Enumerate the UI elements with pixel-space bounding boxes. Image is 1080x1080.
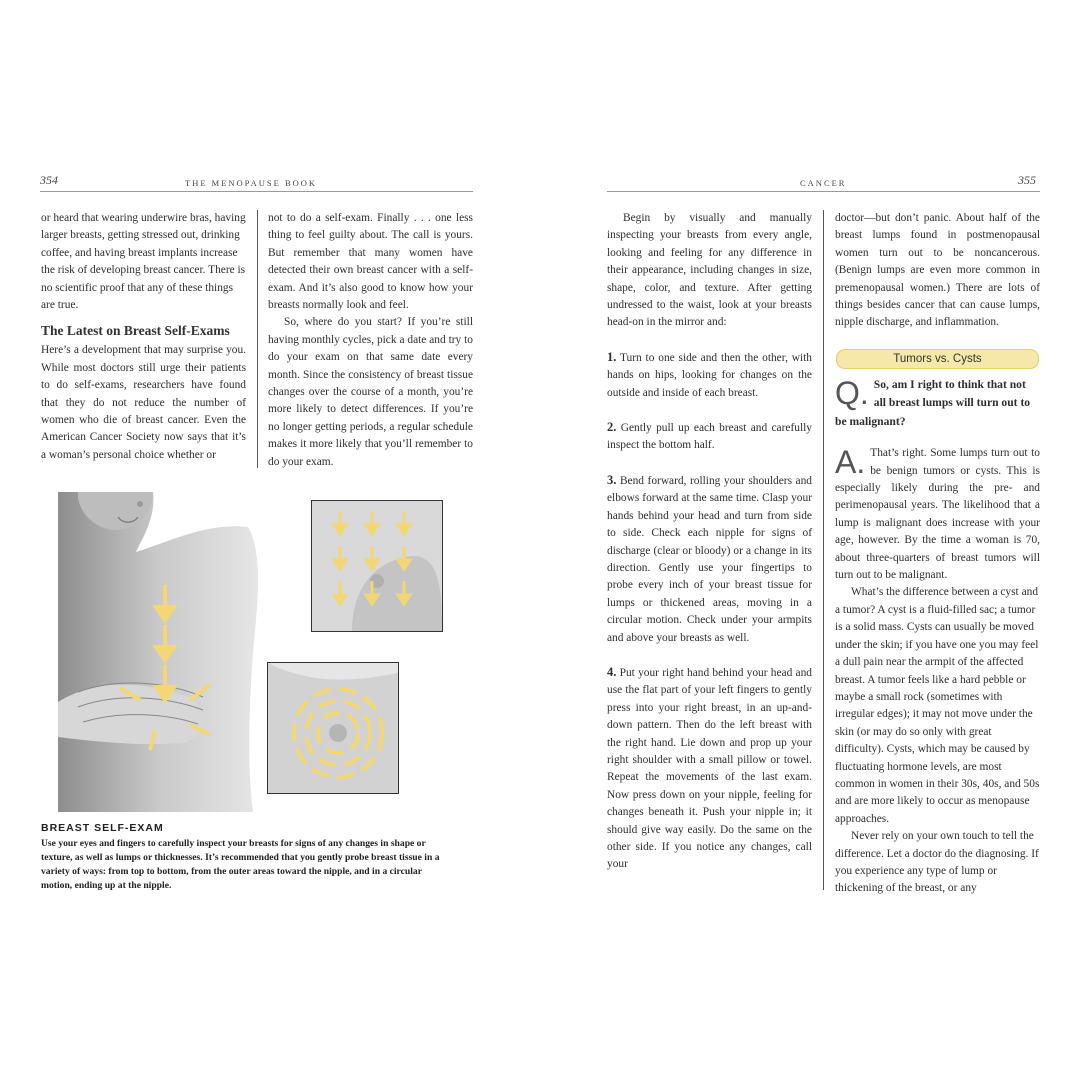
answer-paragraph-3: Never rely on your own touch to tell the difference. Let a doctor do the diagnosing. If you experience any type of lump or thickening of the breast, or any — [835, 830, 1039, 895]
answer-paragraph-1: That’s right. Some lumps turn out to be benign tumors or cysts. This is especially likely during the pre- and perimenopausal years. The likelihood that a lump is malignant does increase with your age, however. By the time a woman is 70, about three-quarters of breast tumors will turn out to be malignant. — [835, 447, 1040, 582]
right-col1-intro: Begin by visually and manually inspecting your breasts from every angle, looking and feeling for any difference in their appearance, including changes in size, shape, color, and texture. After getting undressed to the waist, look at your breasts head-on in the mirror and: — [607, 212, 812, 329]
left-column-2 — [268, 210, 473, 471]
answer-block — [835, 445, 1040, 584]
figure-caption-title: BREAST SELF-EXAM — [41, 822, 164, 834]
left-column-divider — [257, 210, 258, 468]
right-header-rule — [607, 191, 1040, 192]
step-2-number: 2. — [607, 420, 617, 435]
step-3-text: Bend forward, rolling your shoulders and elbows forward at the same time. Clasp your hands behind your head and turn from side to side. Check each nipple for signs of discharge (clear or bloody) or a change in its direction. Gently use your fingertips to probe every inch of your breast tissue for lumps or thickened areas, moving in a circular motion. Check under your armpits and above your breasts as well. — [607, 474, 812, 644]
left-col1-paragraph-2: Here’s a development that may surprise you. While most doctors still urge their patients to do self-exams, researchers have found that they do not reduce the number of women who die of breast cancer. Even the American Cancer Society now says that it’s a woman’s personal choice whether or — [41, 344, 246, 461]
right-col2-paragraph-1: doctor—but don’t panic. About half of the breast lumps found in postmenopausal women turn out to be noncancerous. (Benign lumps are even more common in premenopausal women.) There are lots of things besides cancer that can cause lumps, nipple discharge, and inflammation. — [835, 212, 1040, 329]
left-col2-paragraph-1: not to do a self-exam. Finally . . . one less thing to feel guilty about. The call is yours. But remember that many women have detected their own breast cancer with a self-exam. And it’s also good to know how your breasts normally look and feel. — [268, 212, 473, 312]
left-header-rule — [40, 191, 473, 192]
step-2-text: Gently pull up each breast and carefully inspect the bottom half. — [607, 422, 812, 452]
inset-vertical-strip-pattern — [311, 500, 443, 632]
step-4 — [607, 664, 812, 874]
step-3 — [607, 472, 812, 647]
sidebar-title-badge: Tumors vs. Cysts — [836, 349, 1039, 369]
figure-caption-text: Use your eyes and fingers to carefully inspect your breasts for signs of any changes in shape or texture, as well as lumps or thicknesses. It’s recommended that you gently probe breast tissue in a variety of ways: from top to bottom, from the outer areas toward the nipple, and in a circular motion, ending up at the nipple. — [41, 838, 440, 891]
right-running-title: CANCER — [800, 178, 847, 188]
left-column-1 — [41, 210, 246, 464]
inward-arrows-hand — [115, 680, 215, 755]
right-column-2-qa — [835, 376, 1040, 898]
left-page-number: 354 — [40, 173, 58, 187]
left-running-title: THE MENOPAUSE BOOK — [185, 178, 318, 188]
step-4-number: 4. — [607, 664, 617, 679]
section-heading: The Latest on Breast Self-Exams — [41, 323, 230, 339]
left-col1-paragraph-1: or heard that wearing underwire bras, having larger breasts, getting stressed out, drinking coffee, and having breast implants increase the risk of developing breast cancer. There is no scientific proof that any of these things are true. — [41, 212, 246, 312]
inset-circular-pattern — [267, 662, 399, 794]
step-2 — [607, 419, 812, 455]
right-column-divider — [823, 210, 824, 890]
answer-drop-letter: A. — [835, 444, 866, 481]
step-3-number: 3. — [607, 472, 617, 487]
left-col2-paragraph-2: So, where do you start? If you’re still having monthly cycles, pick a date and try to do your exam on that same date every month. Since the consistency of breast tissue changes over the course of a month, you’re more likely to detect differences. If you’re no longer getting periods, a regular schedule makes it more likely that you’ll remember to do your exam. — [268, 316, 473, 468]
question-text: So, am I right to think that not all breast lumps will turn out to be malignant? — [835, 378, 1031, 428]
step-4-text: Put your right hand behind your head and use the flat part of your left fingers to gently press into your right breast, in an up-and-down pattern. Then do the left breast with the right hand. Lie down and prop up your right shoulder with a small pillow or towel. Repeat the movements of the last exam. Now press down on your nipple, feeling for changes beneath it. Push your nipple in; it should give way easily. Do the same on the other side. If you notice any changes, call your — [607, 666, 812, 871]
right-page-number: 355 — [1018, 173, 1036, 187]
answer-paragraph-2: What’s the difference between a cyst and a tumor? A cyst is a fluid-filled sac; a tumor is a solid mass. Cysts can usually be moved under the skin; if you have one you may feel a dull pain near the armpit of the affected breast. A tumor feels like a hard pebble or maybe a small rock (sometimes with irregular edges); it may not move under the skin (or may do so only with great difficulty). Cysts, which may be caused by fluctuating hormone levels, are most common in women in their 30s, 40s, and 50s and are more likely to occur as menopause approaches. — [835, 586, 1040, 825]
step-1-number: 1. — [607, 349, 617, 364]
step-1 — [607, 349, 812, 402]
right-column-1 — [607, 210, 812, 874]
question-drop-letter: Q. — [835, 375, 869, 411]
step-1-text: Turn to one side and then the other, with hands on hips, looking for changes on the outside and inside of each breast. — [607, 351, 812, 399]
right-column-2-top — [835, 210, 1040, 332]
question-block — [835, 376, 1040, 431]
